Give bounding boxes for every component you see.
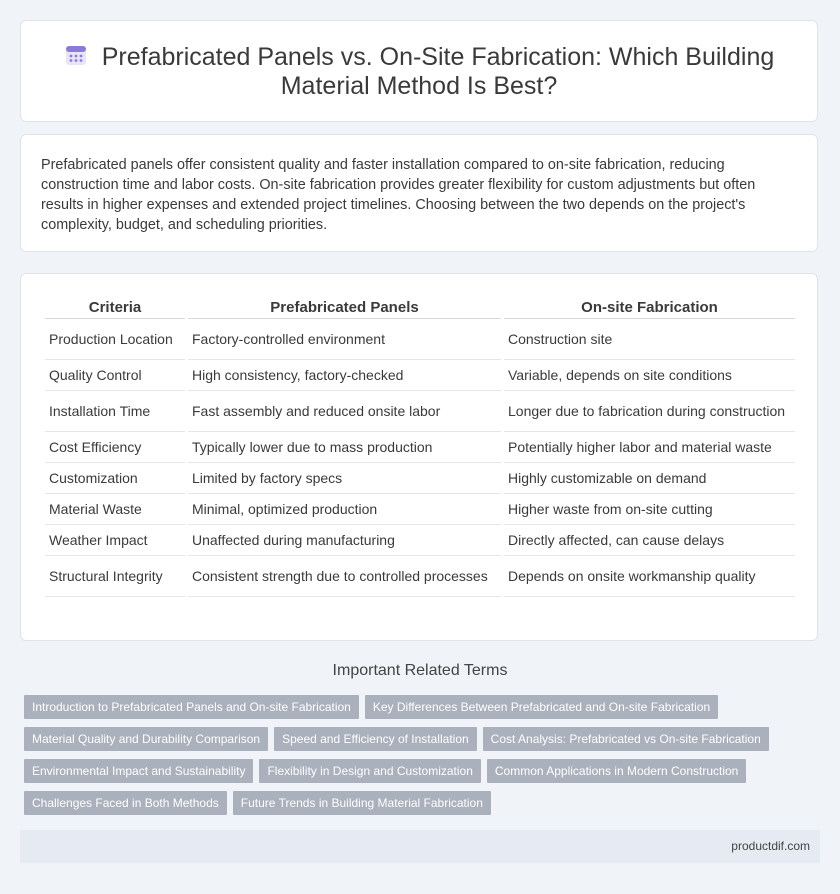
table-cell: Cost Efficiency <box>45 432 185 463</box>
table-cell: Structural Integrity <box>45 556 185 597</box>
table-cell: Construction site <box>504 319 795 360</box>
comparison-table <box>42 296 798 597</box>
page-title <box>21 43 817 101</box>
footer-site-link[interactable]: productdif.com <box>731 839 810 853</box>
header-criteria: Criteria <box>45 296 185 319</box>
table-cell: Limited by factory specs <box>188 463 501 494</box>
table-cell: Longer due to fabrication during construction <box>504 391 795 432</box>
title-line-2: Material Method Is Best? <box>280 72 558 100</box>
title-line-1: Prefabricated Panels vs. On-Site Fabrication: Which Building <box>101 43 775 71</box>
related-term-tag[interactable]: Environmental Impact and Sustainability <box>24 759 253 783</box>
header-prefabricated: Prefabricated Panels <box>188 296 501 319</box>
table-cell: Customization <box>45 463 185 494</box>
table-cell: Potentially higher labor and material waste <box>504 432 795 463</box>
header-onsite: On-site Fabrication <box>504 296 795 319</box>
intro-card <box>20 134 818 252</box>
table-cell: Factory-controlled environment <box>188 319 501 360</box>
related-term-tag[interactable]: Future Trends in Building Material Fabrication <box>233 791 491 815</box>
related-term-tag[interactable]: Key Differences Between Prefabricated and On-site Fabrication <box>365 695 718 719</box>
calendar-icon <box>64 43 88 67</box>
table-cell: Installation Time <box>45 391 185 432</box>
table-header-row <box>45 296 795 319</box>
table-cell: Typically lower due to mass production <box>188 432 501 463</box>
intro-paragraph: Prefabricated panels offer consistent quality and faster installation compared to on-site fabrication, reducing construction time and labor costs. On-site fabrication provides greater flexibility for custom adjustments but often results in higher expenses and extended project timelines. Choosing between the two depends on the project's complexity, budget, and scheduling priorities. <box>41 157 756 233</box>
table-cell: Fast assembly and reduced onsite labor <box>188 391 501 432</box>
related-term-tag[interactable]: Speed and Efficiency of Installation <box>274 727 477 751</box>
table-row <box>45 556 795 597</box>
table-cell: Minimal, optimized production <box>188 494 501 525</box>
related-term-tag[interactable]: Flexibility in Design and Customization <box>259 759 480 783</box>
table-row <box>45 494 795 525</box>
title-card <box>20 20 818 122</box>
table-row <box>45 525 795 556</box>
table-row <box>45 432 795 463</box>
related-term-tag[interactable]: Common Applications in Modern Construction <box>487 759 746 783</box>
related-term-tag[interactable]: Cost Analysis: Prefabricated vs On-site Fabrication <box>483 727 769 751</box>
table-row <box>45 391 795 432</box>
table-cell: Consistent strength due to controlled processes <box>188 556 501 597</box>
footer <box>20 830 820 863</box>
table-cell: Unaffected during manufacturing <box>188 525 501 556</box>
table-cell: Directly affected, can cause delays <box>504 525 795 556</box>
table-cell: High consistency, factory-checked <box>188 360 501 391</box>
related-terms-list <box>24 695 824 823</box>
table-cell: Depends on onsite workmanship quality <box>504 556 795 597</box>
table-cell: Material Waste <box>45 494 185 525</box>
table-cell: Variable, depends on site conditions <box>504 360 795 391</box>
table-cell: Production Location <box>45 319 185 360</box>
related-terms-title: Important Related Terms <box>332 662 508 679</box>
table-cell: Higher waste from on-site cutting <box>504 494 795 525</box>
table-row <box>45 463 795 494</box>
table-cell: Quality Control <box>45 360 185 391</box>
table-row <box>45 319 795 360</box>
table-row <box>45 360 795 391</box>
table-cell: Highly customizable on demand <box>504 463 795 494</box>
related-term-tag[interactable]: Material Quality and Durability Comparison <box>24 727 268 751</box>
comparison-card <box>20 273 818 641</box>
related-term-tag[interactable]: Challenges Faced in Both Methods <box>24 791 227 815</box>
table-cell: Weather Impact <box>45 525 185 556</box>
related-term-tag[interactable]: Introduction to Prefabricated Panels and On-site Fabrication <box>24 695 359 719</box>
